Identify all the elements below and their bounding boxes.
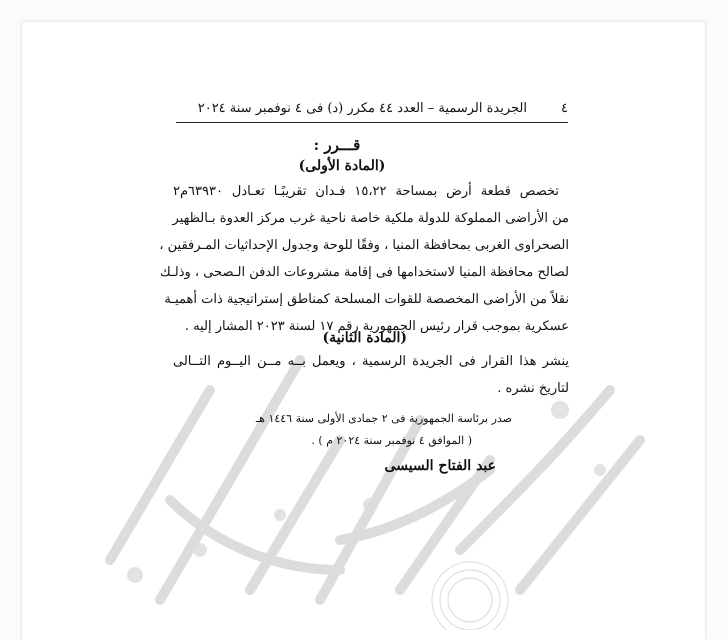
article-2-line: ينشر هذا القرار فى الجريدة الرسمية ، ويعمل بــه مــن اليــوم التــالى (173, 354, 569, 369)
article-1-line: نقلاً من الأراضى المخصصة للقوات المسلحة كمناطق إستراتيجية ذات أهميـة (164, 292, 569, 307)
article-1-line: الصحراوى الغربى بمحافظة المنيا ، وفقًا للوحة وجدول الإحداثيات المـرفقين ، (159, 238, 569, 253)
page-number: ٤ (561, 101, 568, 116)
decree-title: قـــرر : (313, 136, 361, 154)
header-divider (176, 122, 568, 123)
article-1-line: عسكرية بموجب قرار رئيس الجمهورية رقم ١٧ لسنة ٢٠٢٣ المشار إليه . (184, 319, 569, 334)
article-1-text (159, 178, 569, 340)
article-2-text (173, 348, 569, 402)
gazette-header (176, 101, 568, 116)
issued-date-line: ( الموافق ٤ نوفمبر سنة ٢٠٢٤ م ) . (311, 434, 472, 447)
article-2-title: (المادة الثانية) (322, 330, 407, 346)
article-1-line: لصالح محافظة المنيا لاستخدامها فى إقامة مشروعات الدفن الـصحى ، وذلـك (159, 265, 569, 280)
article-1-line: من الأراضى المملوكة للدولة ملكية خاصة ناحية غرب مركز العدوة بـالظهير (172, 211, 569, 226)
issued-note (256, 408, 512, 452)
article-1-title: (المادة الأولى) (298, 158, 386, 174)
article-1-line: تخصص قطعة أرض بمساحة ١٥،٢٢ فـدان تقريبًـا تعـادل ٦٣٩٣٠م٢ (173, 184, 559, 199)
article-2-line: لتاريخ نشره . (497, 381, 569, 396)
signature: عبد الفتاح السيسى (384, 458, 496, 474)
issued-line: صدر برئاسة الجمهورية فى ٢ جمادى الأولى سنة ١٤٤٦ هـ (255, 412, 512, 425)
issue-line: الجريدة الرسمية – العدد ٤٤ مكرر (د) فى ٤ نوفمبر سنة ٢٠٢٤ (197, 101, 528, 116)
